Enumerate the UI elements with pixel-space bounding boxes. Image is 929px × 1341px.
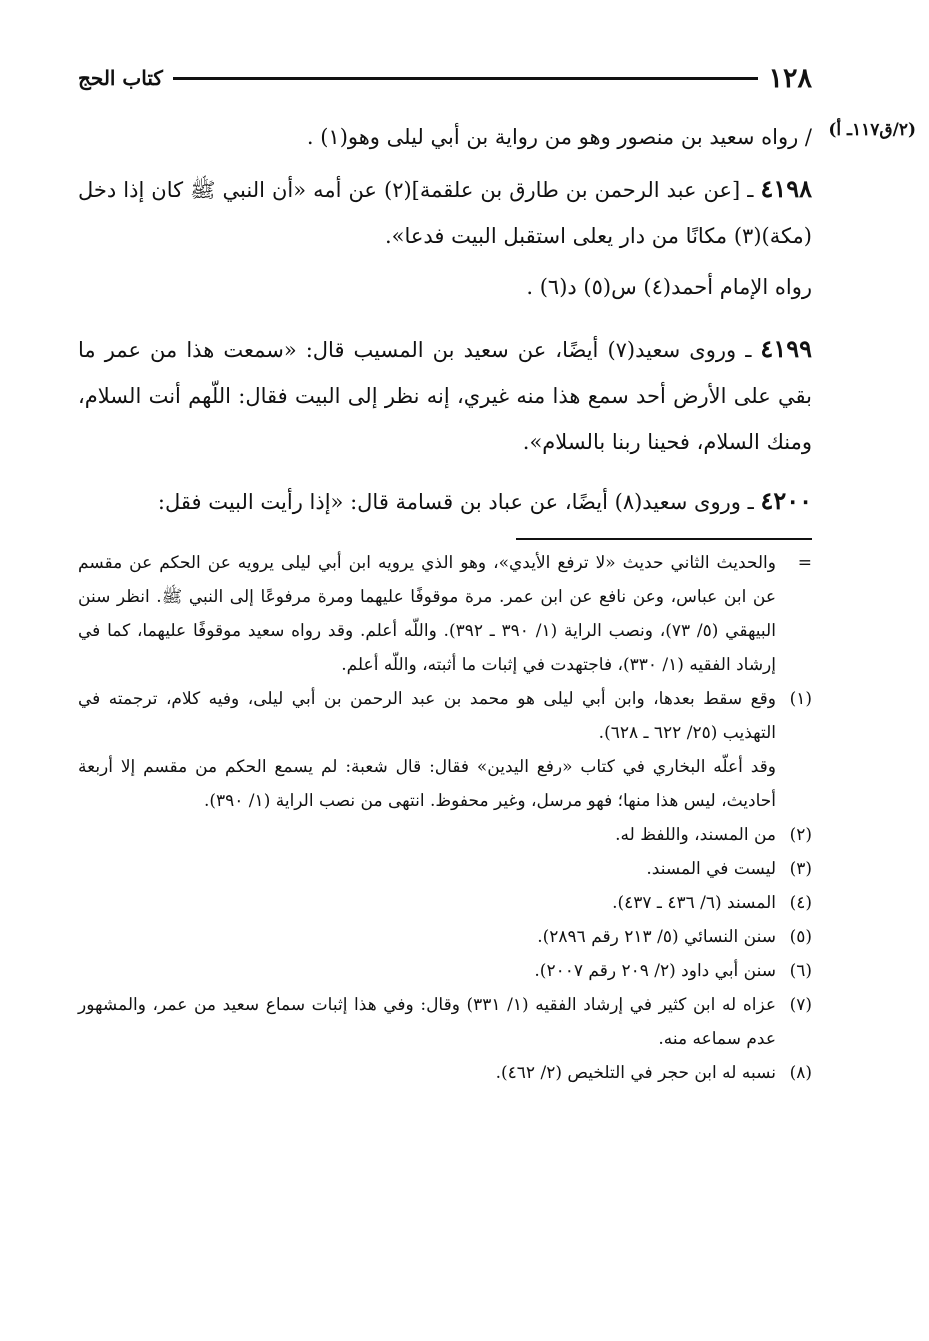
hadith-number: ٤١٩٨	[760, 174, 812, 203]
footnote-text: عزاه له ابن كثير في إرشاد الفقيه (١/ ٣٣١) وقال: وفي هذا إثبات سماع سعيد من عمر، والمشهور عدم سماعه منه.	[78, 995, 776, 1049]
footnote-4	[78, 886, 812, 920]
hadith-number: ٤١٩٩	[760, 334, 812, 363]
footnote-mark: (٥)	[789, 927, 812, 947]
footnote-7	[78, 988, 812, 1056]
footnote-continuation	[78, 546, 812, 682]
page-header	[78, 58, 812, 98]
footnote-2	[78, 818, 812, 852]
footnote-mark: (٢)	[789, 825, 812, 845]
footnote-mark: (١)	[789, 689, 812, 709]
footnote-1	[78, 682, 812, 818]
footnote-8	[78, 1056, 812, 1090]
hadith-text: ـ وروى سعيد(٨) أيضًا، عن عباد بن قسامة قال: «إذا رأيت البيت فقل:	[157, 490, 754, 514]
footnote-6	[78, 954, 812, 988]
footnote-mark: (٧)	[789, 995, 812, 1015]
footnote-text: المسند (٦/ ٤٣٦ ـ ٤٣٧).	[612, 893, 776, 913]
hadith-4199	[78, 326, 812, 465]
continuation-mark: =	[797, 553, 812, 573]
page-number: ١٢٨	[768, 62, 812, 94]
footnote-text: والحديث الثاني حديث «لا ترفع الأيدي»، وهو الذي يرويه ابن أبي ليلى يرويه عن الحكم عن مقسم عن ابن عباس، وعن نافع عن ابن عمر. مرة موقوفًا عليهما ومرة مرفوعًا إلى النبي ﷺ. انظر سنن البيهقي (٥/ ٧٣)، ونصب الراية (١/ ٣٩٠ ـ ٣٩٢). واللّه أعلم. وقد رواه سعيد موقوفًا عليهما، كما في إرشاد الفقيه (١/ ٣٣٠)، فاجتهدت في إثبات ما أثبته، واللّه أعلم.	[78, 553, 776, 675]
book-title: كتاب الحج	[78, 66, 163, 90]
footnote-text-cont: وقد أعلّه البخاري في كتاب «رفع اليدين» فقال: قال شعبة: لم يسمع الحكم من مقسم إلا أربعة أحاديث، ليس هذا منها؛ فهو مرسل، وغير محفوظ. انتهى من نصب الراية (١/ ٣٩٠).	[78, 757, 776, 811]
footnote-mark: (٤)	[789, 893, 812, 913]
hadith-text: ـ وروى سعيد(٧) أيضًا، عن سعيد بن المسيب قال: «سمعت هذا من عمر ما بقي على الأرض أحد سمع هذا منه غيري، إنه نظر إلى البيت فقال: اللّهم أنت السلام، ومنك السلام، فحينا ربنا بالسلام».	[78, 338, 812, 454]
footnote-separator	[516, 538, 812, 540]
footnotes	[78, 546, 812, 1090]
footnote-3	[78, 852, 812, 886]
hadith-4200	[78, 478, 812, 525]
footnote-text: ليست في المسند.	[646, 859, 776, 879]
footnote-text: من المسند، واللفظ له.	[615, 825, 776, 845]
hadith-4198	[78, 166, 812, 259]
footnote-text: سنن النسائي (٥/ ٢١٣ رقم ٢٨٩٦).	[537, 927, 776, 947]
footnote-mark: (٨)	[789, 1063, 812, 1083]
footnote-5	[78, 920, 812, 954]
manuscript-folio-note: (٢/ق١١٧ـ أ)	[828, 120, 916, 140]
intro-line: / رواه سعيد بن منصور وهو من رواية بن أبي ليلى وهو(١) .	[306, 125, 812, 149]
footnote-mark: (٦)	[789, 961, 812, 981]
hadith-text: ـ [عن عبد الرحمن بن طارق بن علقمة](٢) عن أمه «أن النبي ﷺ كان إذا دخل (مكة)(٣) مكانًا من دار يعلى استقبل البيت فدعا».	[78, 178, 812, 248]
footnote-text: وقع سقط بعدها، وابن أبي ليلى هو محمد بن عبد الرحمن بن أبي ليلى، وفيه كلام، ترجمته في التهذيب (٢٥/ ٦٢٢ ـ ٦٢٨).	[78, 689, 776, 743]
footnote-text: نسبه له ابن حجر في التلخيص (٢/ ٤٦٢).	[495, 1063, 776, 1083]
header-rule	[173, 77, 759, 80]
hadith-number: ٤٢٠٠	[760, 486, 812, 515]
footnote-mark: (٣)	[789, 859, 812, 879]
footnote-text: سنن أبي داود (٢/ ٢٠٩ رقم ٢٠٠٧).	[534, 961, 776, 981]
hadith-4198-narration: رواه الإمام أحمد(٤) س(٥) د(٦) .	[526, 275, 812, 299]
